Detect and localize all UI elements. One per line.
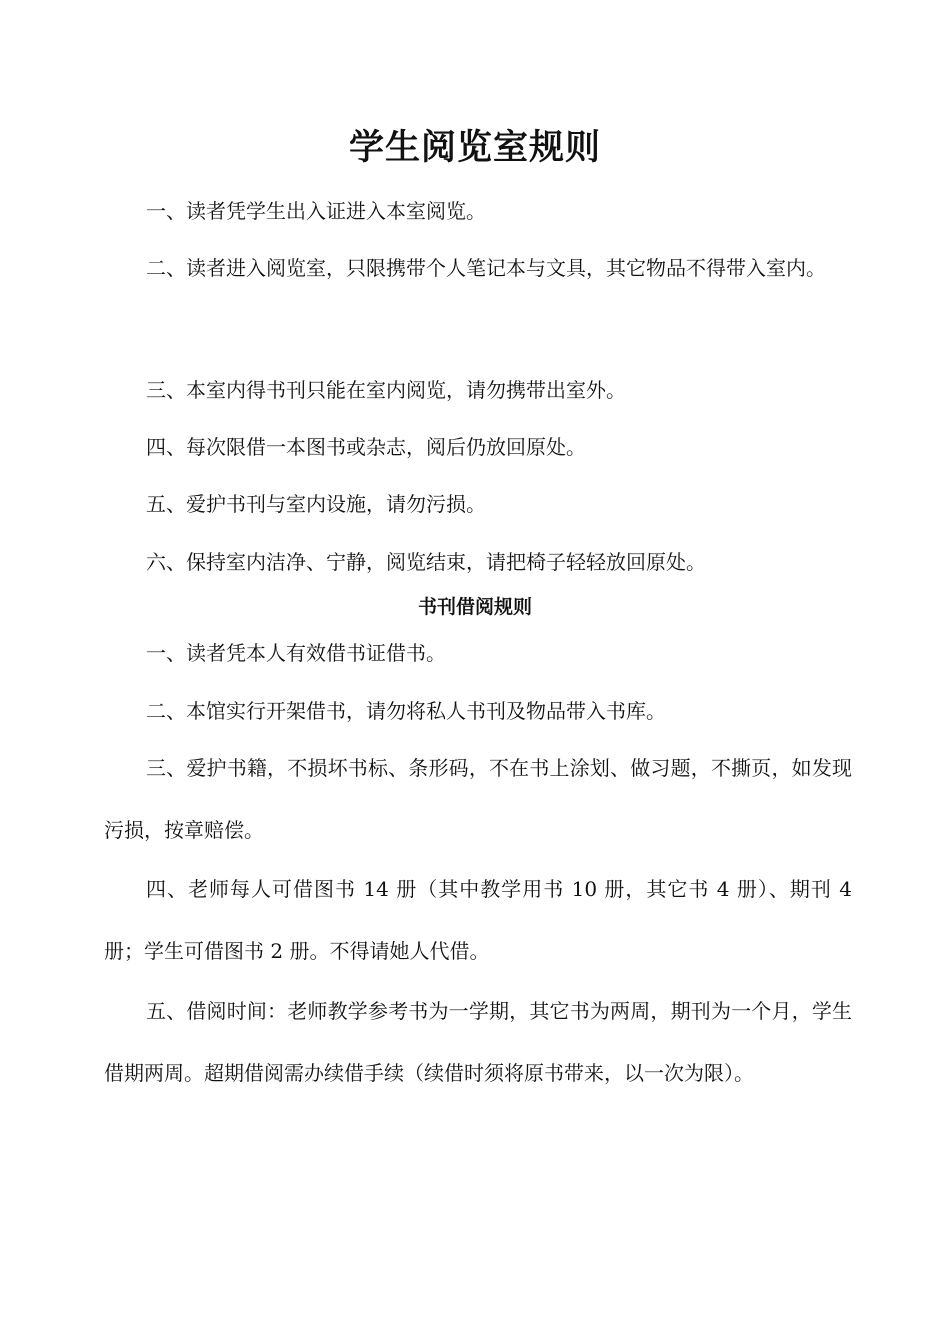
reading-room-rule-3: 三、本室内得书刊只能在室内阅览，请勿携带出室外。 bbox=[146, 378, 626, 402]
borrowing-rule-1: 一、读者凭本人有效借书证借书。 bbox=[146, 641, 446, 665]
reading-room-rule-1: 一、读者凭学生出入证进入本室阅览。 bbox=[146, 199, 486, 223]
borrowing-rule-4: 四、老师每人可借图书 14 册（其中教学用书 10 册，其它书 4 册）、期刊 4 册；学生可借图书 2 册。不得请她人代借。 bbox=[104, 877, 852, 963]
reading-room-rule-4: 四、每次限借一本图书或杂志，阅后仍放回原处。 bbox=[146, 435, 586, 459]
section-subtitle: 书刊借阅规则 bbox=[417, 596, 532, 618]
reading-room-rule-2: 二、读者进入阅览室，只限携带个人笔记本与文具，其它物品不得带入室内。 bbox=[146, 256, 826, 280]
borrowing-rule-2: 二、本馆实行开架借书，请勿将私人书刊及物品带入书库。 bbox=[146, 699, 666, 723]
borrowing-rule-5: 五、借阅时间：老师教学参考书为一学期，其它书为两周，期刊为一个月，学生借期两周。超期借阅需办续借手续（续借时须将原书带来，以一次为限）。 bbox=[104, 999, 852, 1085]
borrowing-rule-3: 三、爱护书籍，不损坏书标、条形码，不在书上涂划、做习题，不撕页，如发现污损，按章赔偿。 bbox=[104, 756, 852, 842]
page-title: 学生阅览室规则 bbox=[348, 127, 601, 168]
reading-room-rule-6: 六、保持室内洁净、宁静，阅览结束，请把椅子轻轻放回原处。 bbox=[146, 550, 706, 574]
reading-room-rule-5: 五、爱护书刊与室内设施，请勿污损。 bbox=[146, 492, 486, 516]
